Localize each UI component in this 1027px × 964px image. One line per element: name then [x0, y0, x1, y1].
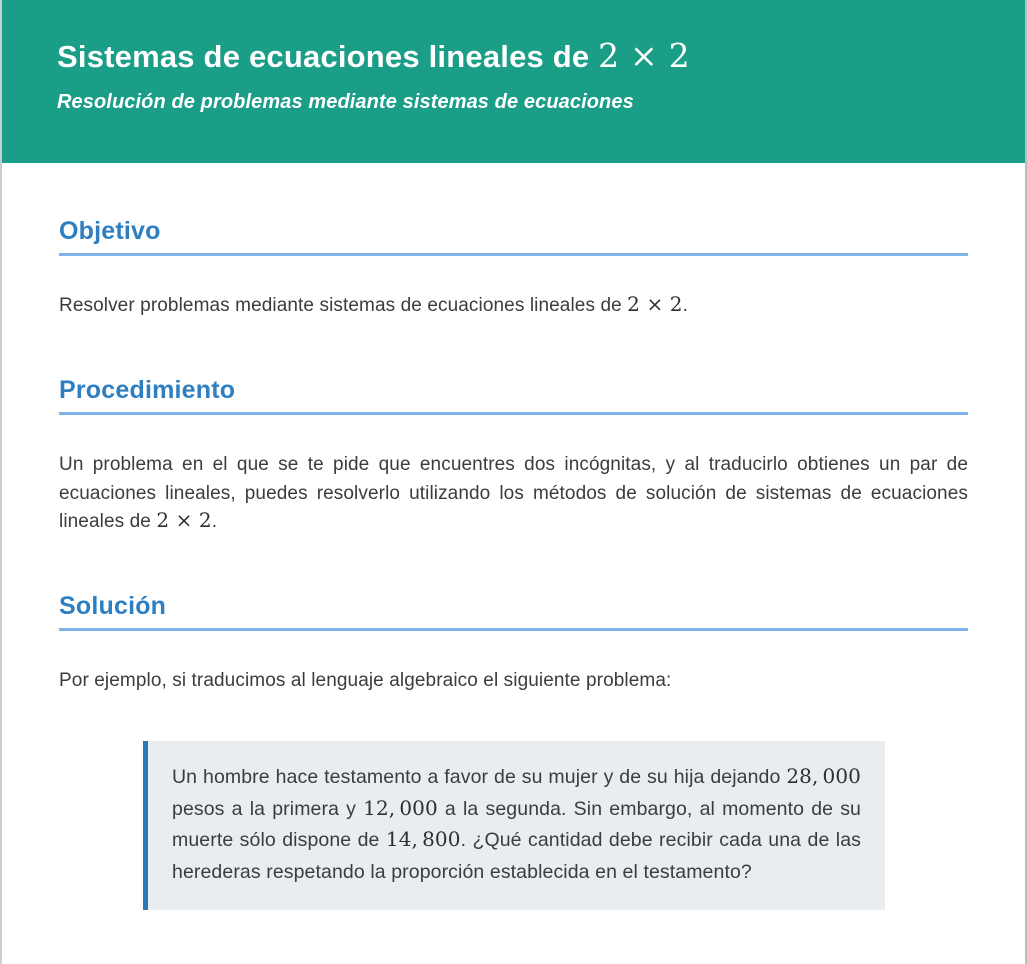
text-segment: a la segunda. Sin embargo, al momento de su muerte sólo dispone de	[172, 797, 861, 852]
section-solucion	[59, 593, 968, 910]
text-segment: .	[682, 295, 688, 317]
text-segment: Un problema en el que se te pide que encuentres dos incógnitas, y al traducirlo obtienes un par de ecuaciones lineales, puedes resolverlo utilizando los métodos de solución de sistemas de ecuaciones lineales de	[59, 454, 968, 532]
section-objetivo	[59, 218, 968, 321]
math-expression: 28, 000	[786, 764, 861, 789]
math-expression: 2 × 2	[627, 292, 683, 317]
page-title-text: Sistemas de ecuaciones lineales de	[57, 39, 599, 74]
section-heading-solucion: Solución	[59, 593, 968, 631]
text-segment: .	[211, 511, 218, 532]
text-segment: Un hombre hace testamento a favor de su mujer y de su hija dejando	[172, 766, 787, 789]
objetivo-paragraph	[59, 292, 968, 321]
lesson-content	[2, 218, 1025, 910]
problem-statement-quote	[143, 741, 885, 909]
procedimiento-paragraph	[59, 451, 968, 537]
text-segment: . ¿Qué cantidad debe recibir cada una de las herederas respetando la proporción establecida en el testamento?	[172, 829, 861, 883]
text-segment: Por ejemplo, si traducimos al lenguaje algebraico el siguiente problema:	[59, 669, 672, 691]
section-heading-procedimiento: Procedimiento	[59, 377, 968, 415]
section-heading-objetivo: Objetivo	[59, 218, 968, 256]
text-segment: pesos a la primera y	[172, 797, 364, 820]
math-expression: 12, 000	[363, 795, 438, 820]
math-expression: 14, 800	[385, 827, 461, 852]
page-title-math: 2 × 2	[598, 36, 690, 75]
text-segment: Resolver problemas mediante sistemas de ecuaciones lineales de	[59, 295, 628, 317]
section-procedimiento	[59, 377, 968, 537]
math-expression: 2 × 2	[156, 508, 212, 532]
page-title	[57, 37, 968, 75]
lesson-banner	[2, 0, 1025, 163]
page-subtitle: Resolución de problemas mediante sistemas de ecuaciones	[57, 90, 634, 113]
solucion-intro-paragraph	[59, 667, 968, 696]
